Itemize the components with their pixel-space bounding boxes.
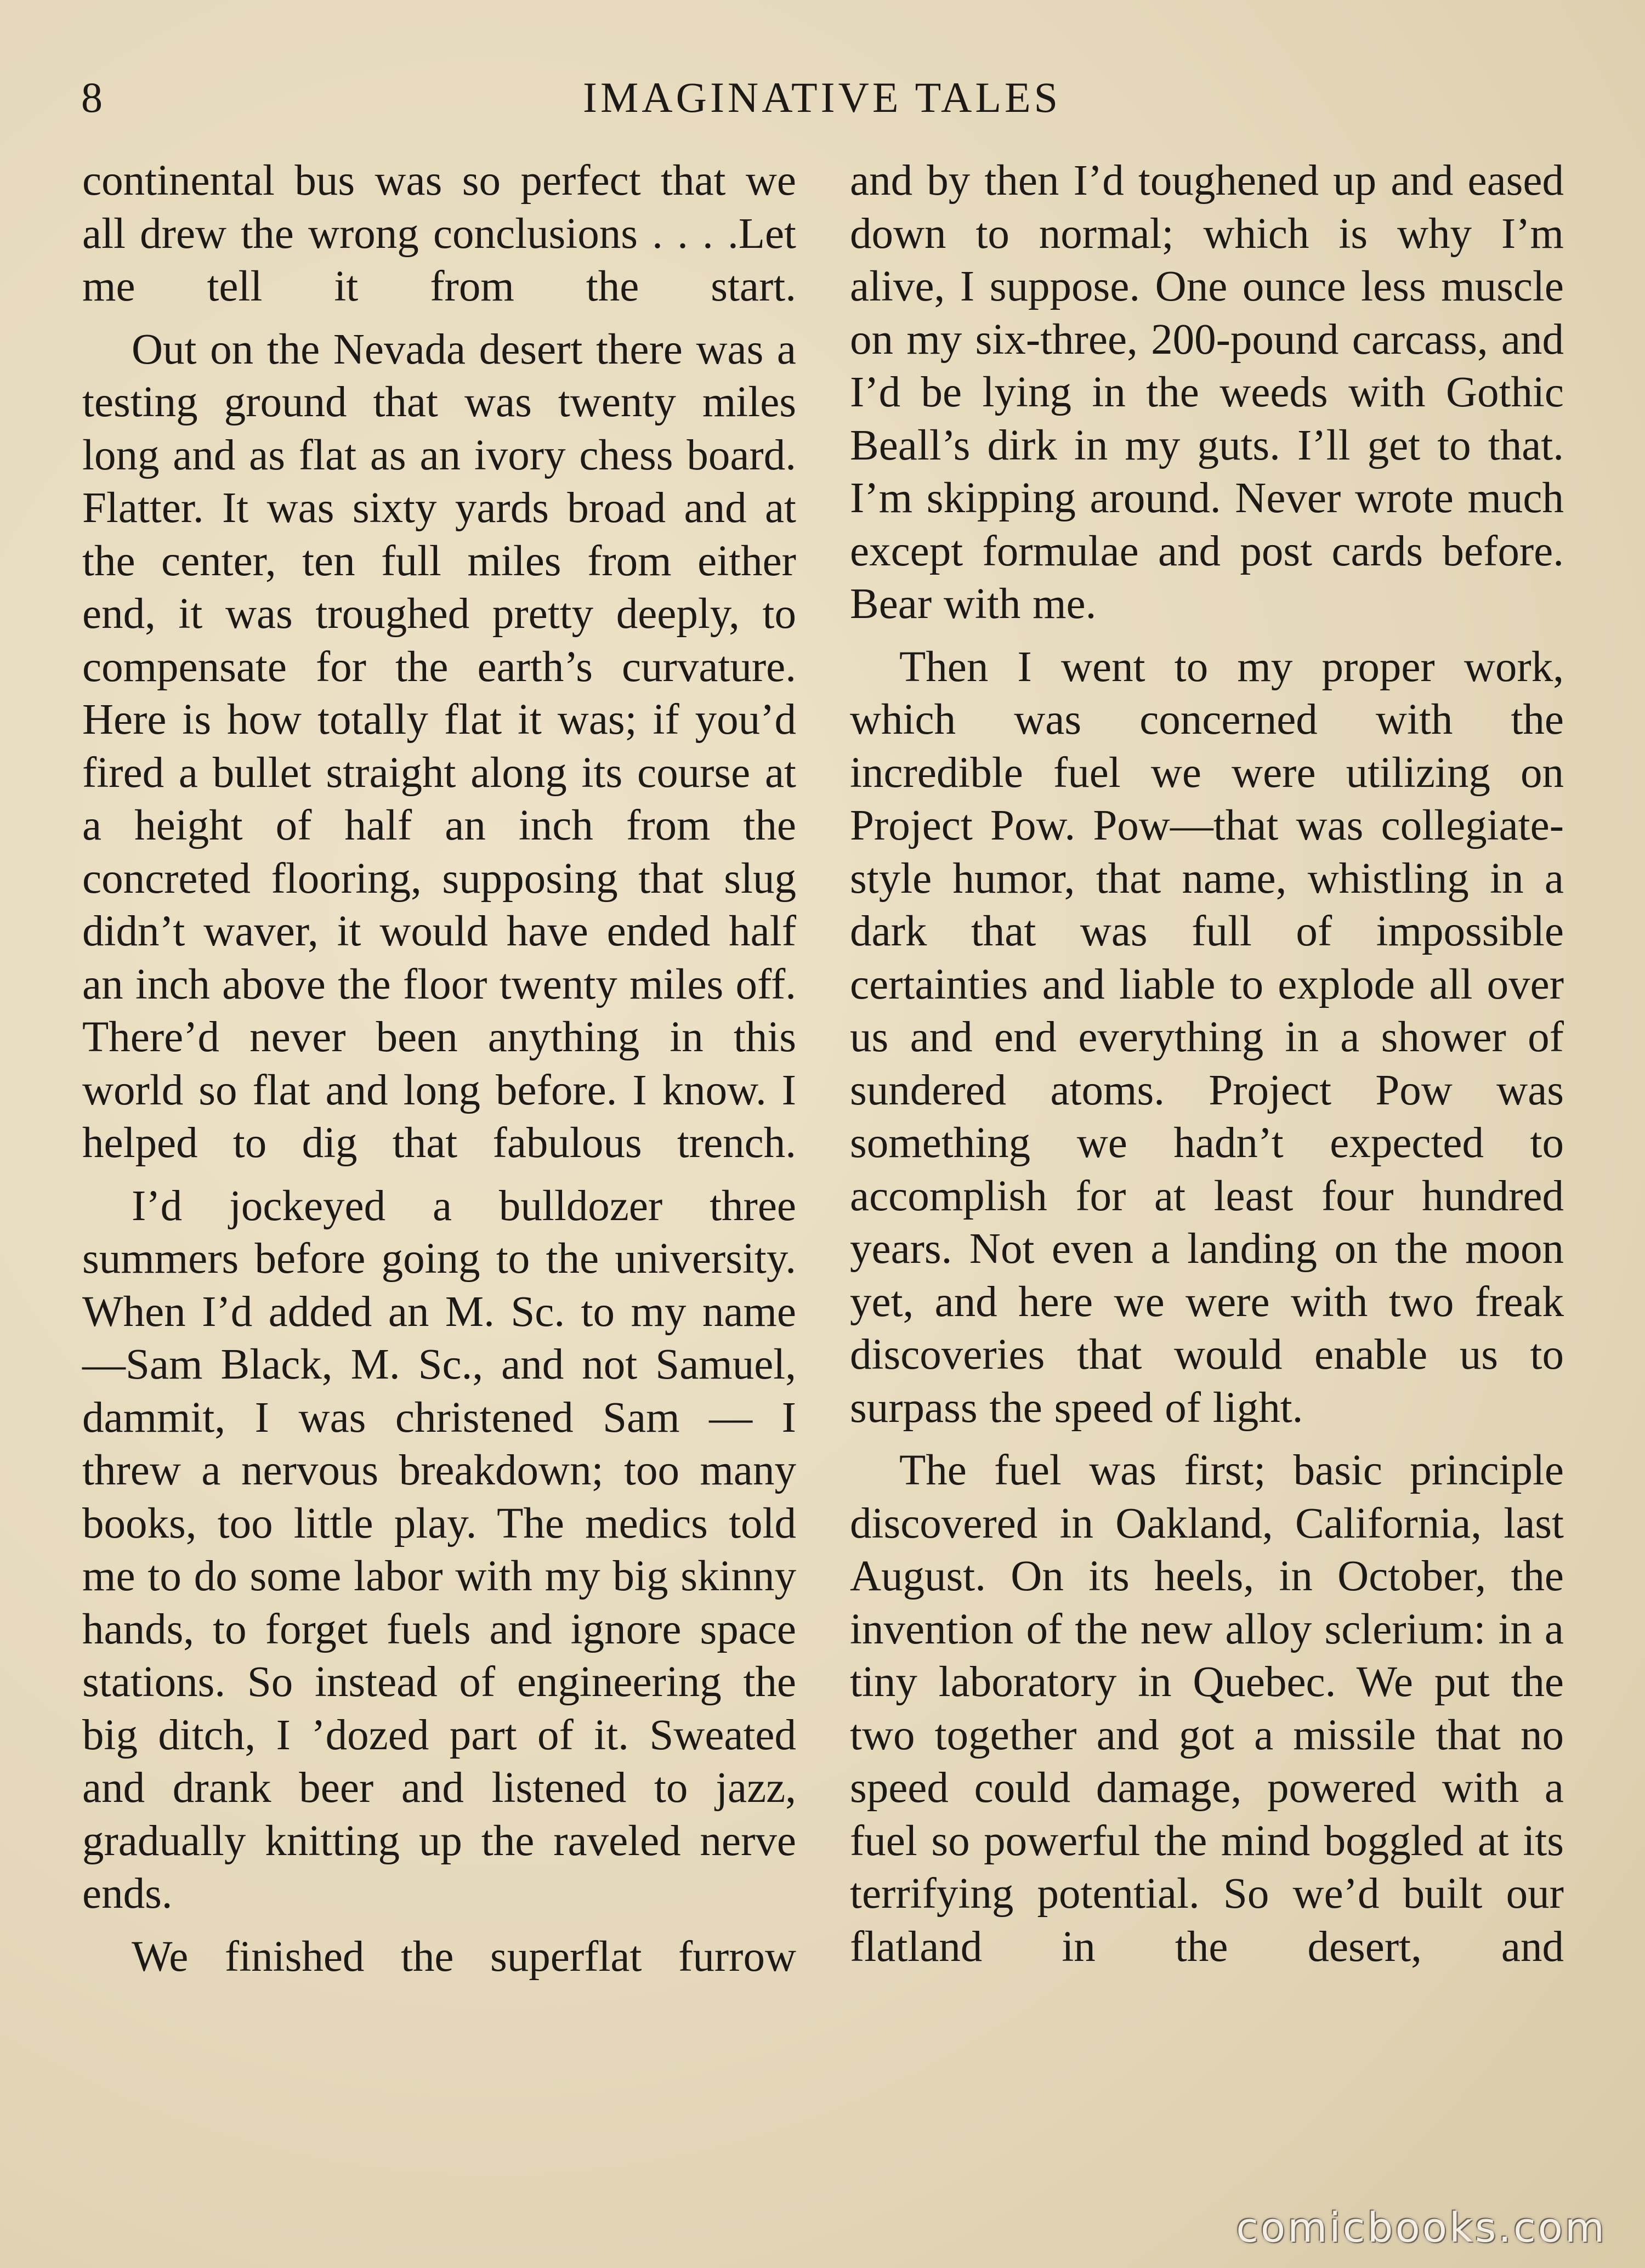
paragraph: continental bus was so perfect that we all drew the wrong conclusions . . . .Let me tell it from the start. bbox=[82, 157, 796, 310]
paragraph: We finished the superflat furrow bbox=[132, 1932, 796, 1981]
page-number: 8 bbox=[81, 73, 103, 121]
right-column bbox=[850, 155, 1564, 1983]
paragraph: Out on the Nevada desert there was a testing ground that was twenty miles long and as flat as an ivory chess board. Flatter. It was sixty yards broad and at the center, ten full miles from either end, it was troughed pretty deeply, to compensate for the earth’s curvature. Here is how totally flat it was; if you’d fired a bullet straight along its course at a height of half an inch from the concreted flooring, supposing that slug didn’t waver, it would have ended half an inch above the floor twenty miles off. There’d never been anything in this world so flat and long before. I know. I helped to dig that fabulous trench. bbox=[82, 325, 796, 1167]
paragraph: and by then I’d toughened up and eased down to normal; which is why I’m alive, I suppose. One ounce less muscle on my six-three, 200-pound carcass, and I’d be lying in the weeds with Gothic Beall’s dirk in my guts. I’ll get to that. I’m skipping around. Never wrote much except formulae and post cards before. Bear with me. bbox=[850, 157, 1564, 628]
paragraph: I’d jockeyed a bulldozer three summers before going to the university. When I’d added an M. Sc. to my name—Sam Black, M. Sc., and not Samuel, dammit, I was christened Sam — I threw a nervous breakdown; too many books, too little play. The medics told me to do some labor with my big skinny hands, to forget fuels and ignore space stations. So instead of engineering the big ditch, I ’dozed part of it. Sweated and drank beer and listened to jazz, gradually knitting up the raveled nerve ends. bbox=[82, 1182, 796, 1918]
page-header bbox=[81, 70, 1563, 125]
left-column bbox=[82, 155, 796, 1993]
paragraph: The fuel was first; basic principle discovered in Oakland, California, last August. On its heels, in October, the invention of the new alloy sclerium: in a tiny laboratory in Quebec. We put the two together and got a missile that no speed could damage, powered with a fuel so powerful the mind boggled at its terrifying potential. So we’d built our flatland in the desert, and bbox=[850, 1447, 1564, 1971]
watermark: comicbooks.com bbox=[1236, 2204, 1607, 2252]
paragraph: Then I went to my proper work, which was concerned with the incredible fuel we were utilizing on Project Pow. Pow—that was collegiate-style humor, that name, whistling in a dark that was full of impossible certainties and liable to explode all over us and end everything in a shower of sundered atoms. Project Pow was something we hadn’t expected to accomplish for at least four hundred years. Not even a landing on the moon yet, and here we were with two freak discoveries that would enable us to surpass the speed of light. bbox=[850, 643, 1564, 1432]
running-title: IMAGINATIVE TALES bbox=[582, 73, 1062, 121]
